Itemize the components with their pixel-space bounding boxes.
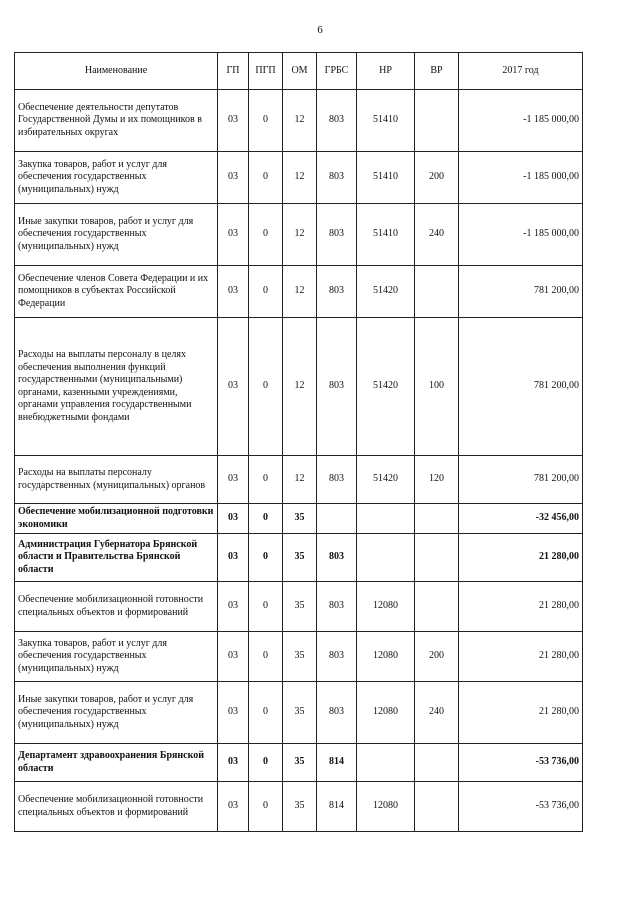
- row-amount: 21 280,00: [459, 534, 583, 582]
- row-gp: 03: [218, 504, 249, 534]
- header-nr: НР: [357, 53, 415, 90]
- row-nr: [357, 504, 415, 534]
- table-row: [15, 744, 583, 782]
- row-name: Обеспечение мобилизационной готовности специальных объектов и формирований: [15, 582, 218, 632]
- row-name: Расходы на выплаты персоналу в целях обеспечения выполнения функций государственными (муниципальными) органами, казенными учреждениями, органами управления государственными внебюджетными фондами: [15, 318, 218, 456]
- row-amount: 781 200,00: [459, 318, 583, 456]
- row-name: Закупка товаров, работ и услуг для обеспечения государственных (муниципальных) нужд: [15, 632, 218, 682]
- row-amount: 781 200,00: [459, 456, 583, 504]
- row-nr: [357, 534, 415, 582]
- row-amount: -32 456,00: [459, 504, 583, 534]
- row-nr: 51410: [357, 204, 415, 266]
- row-nr: 12080: [357, 632, 415, 682]
- row-name: Расходы на выплаты персоналу государственных (муниципальных) органов: [15, 456, 218, 504]
- row-gp: 03: [218, 152, 249, 204]
- header-year: 2017 год: [459, 53, 583, 90]
- row-amount: -1 185 000,00: [459, 90, 583, 152]
- row-amount: 781 200,00: [459, 266, 583, 318]
- row-nr: 51420: [357, 318, 415, 456]
- row-grbs: 803: [317, 90, 357, 152]
- row-om: 12: [283, 266, 317, 318]
- row-nr: 51420: [357, 456, 415, 504]
- row-gp: 03: [218, 782, 249, 832]
- budget-table: [14, 52, 583, 832]
- row-amount: 21 280,00: [459, 682, 583, 744]
- header-om: ОМ: [283, 53, 317, 90]
- row-gp: 03: [218, 632, 249, 682]
- row-vr: [415, 90, 459, 152]
- row-pgp: 0: [249, 582, 283, 632]
- row-om: 12: [283, 456, 317, 504]
- header-pgp: ПГП: [249, 53, 283, 90]
- row-vr: [415, 266, 459, 318]
- row-grbs: 803: [317, 632, 357, 682]
- row-pgp: 0: [249, 534, 283, 582]
- row-vr: 240: [415, 204, 459, 266]
- row-name: Обеспечение деятельности депутатов Государственной Думы и их помощников в избирательных округах: [15, 90, 218, 152]
- row-name: Администрация Губернатора Брянской области и Правительства Брянской области: [15, 534, 218, 582]
- row-vr: [415, 744, 459, 782]
- row-amount: 21 280,00: [459, 632, 583, 682]
- row-nr: 51410: [357, 152, 415, 204]
- header-grbs: ГРБС: [317, 53, 357, 90]
- row-vr: [415, 504, 459, 534]
- row-grbs: 803: [317, 152, 357, 204]
- row-gp: 03: [218, 582, 249, 632]
- row-vr: [415, 782, 459, 832]
- row-pgp: 0: [249, 318, 283, 456]
- table-row: [15, 782, 583, 832]
- row-vr: 200: [415, 632, 459, 682]
- row-gp: 03: [218, 90, 249, 152]
- row-om: 35: [283, 682, 317, 744]
- row-nr: 12080: [357, 582, 415, 632]
- row-nr: 12080: [357, 782, 415, 832]
- row-grbs: 803: [317, 682, 357, 744]
- row-gp: 03: [218, 534, 249, 582]
- table-row: [15, 204, 583, 266]
- row-name: Департамент здравоохранения Брянской области: [15, 744, 218, 782]
- table-row: [15, 266, 583, 318]
- row-gp: 03: [218, 266, 249, 318]
- row-om: 12: [283, 90, 317, 152]
- row-pgp: 0: [249, 632, 283, 682]
- row-pgp: 0: [249, 456, 283, 504]
- row-nr: 51420: [357, 266, 415, 318]
- row-vr: [415, 582, 459, 632]
- row-grbs: [317, 504, 357, 534]
- table-row: [15, 456, 583, 504]
- row-pgp: 0: [249, 682, 283, 744]
- row-vr: 200: [415, 152, 459, 204]
- row-nr: 51410: [357, 90, 415, 152]
- row-vr: 240: [415, 682, 459, 744]
- row-amount: -53 736,00: [459, 782, 583, 832]
- row-vr: 120: [415, 456, 459, 504]
- row-pgp: 0: [249, 782, 283, 832]
- row-amount: -1 185 000,00: [459, 204, 583, 266]
- row-gp: 03: [218, 682, 249, 744]
- row-grbs: 814: [317, 744, 357, 782]
- table-row: [15, 90, 583, 152]
- row-om: 35: [283, 534, 317, 582]
- row-om: 35: [283, 504, 317, 534]
- row-om: 35: [283, 744, 317, 782]
- row-om: 12: [283, 318, 317, 456]
- row-om: 35: [283, 582, 317, 632]
- table-row: [15, 152, 583, 204]
- table-row: [15, 534, 583, 582]
- row-nr: 12080: [357, 682, 415, 744]
- row-om: 12: [283, 152, 317, 204]
- row-pgp: 0: [249, 152, 283, 204]
- table-row: [15, 682, 583, 744]
- row-amount: -53 736,00: [459, 744, 583, 782]
- row-name: Закупка товаров, работ и услуг для обеспечения государственных (муниципальных) нужд: [15, 152, 218, 204]
- row-grbs: 803: [317, 318, 357, 456]
- row-grbs: 803: [317, 456, 357, 504]
- row-gp: 03: [218, 204, 249, 266]
- table-row: [15, 504, 583, 534]
- page-number: 6: [317, 24, 323, 36]
- row-vr: [415, 534, 459, 582]
- row-nr: [357, 744, 415, 782]
- row-name: Иные закупки товаров, работ и услуг для обеспечения государственных (муниципальных) нужд: [15, 682, 218, 744]
- row-name: Обеспечение членов Совета Федерации и их помощников в субъектах Российской Федерации: [15, 266, 218, 318]
- row-grbs: 803: [317, 534, 357, 582]
- row-name: Иные закупки товаров, работ и услуг для обеспечения государственных (муниципальных) нужд: [15, 204, 218, 266]
- header-vr: ВР: [415, 53, 459, 90]
- table-row: [15, 582, 583, 632]
- table-row: [15, 318, 583, 456]
- row-pgp: 0: [249, 266, 283, 318]
- row-gp: 03: [218, 744, 249, 782]
- row-vr: 100: [415, 318, 459, 456]
- table-row: [15, 632, 583, 682]
- row-grbs: 803: [317, 266, 357, 318]
- row-om: 35: [283, 632, 317, 682]
- row-gp: 03: [218, 456, 249, 504]
- row-grbs: 803: [317, 204, 357, 266]
- row-pgp: 0: [249, 504, 283, 534]
- row-pgp: 0: [249, 90, 283, 152]
- row-grbs: 814: [317, 782, 357, 832]
- row-pgp: 0: [249, 204, 283, 266]
- row-amount: 21 280,00: [459, 582, 583, 632]
- table-header-row: [15, 53, 583, 90]
- row-grbs: 803: [317, 582, 357, 632]
- header-name: Наименование: [15, 53, 218, 90]
- row-gp: 03: [218, 318, 249, 456]
- row-name: Обеспечение мобилизационной готовности специальных объектов и формирований: [15, 782, 218, 832]
- row-name: Обеспечение мобилизационной подготовки экономики: [15, 504, 218, 534]
- header-gp: ГП: [218, 53, 249, 90]
- row-om: 35: [283, 782, 317, 832]
- row-amount: -1 185 000,00: [459, 152, 583, 204]
- row-om: 12: [283, 204, 317, 266]
- row-pgp: 0: [249, 744, 283, 782]
